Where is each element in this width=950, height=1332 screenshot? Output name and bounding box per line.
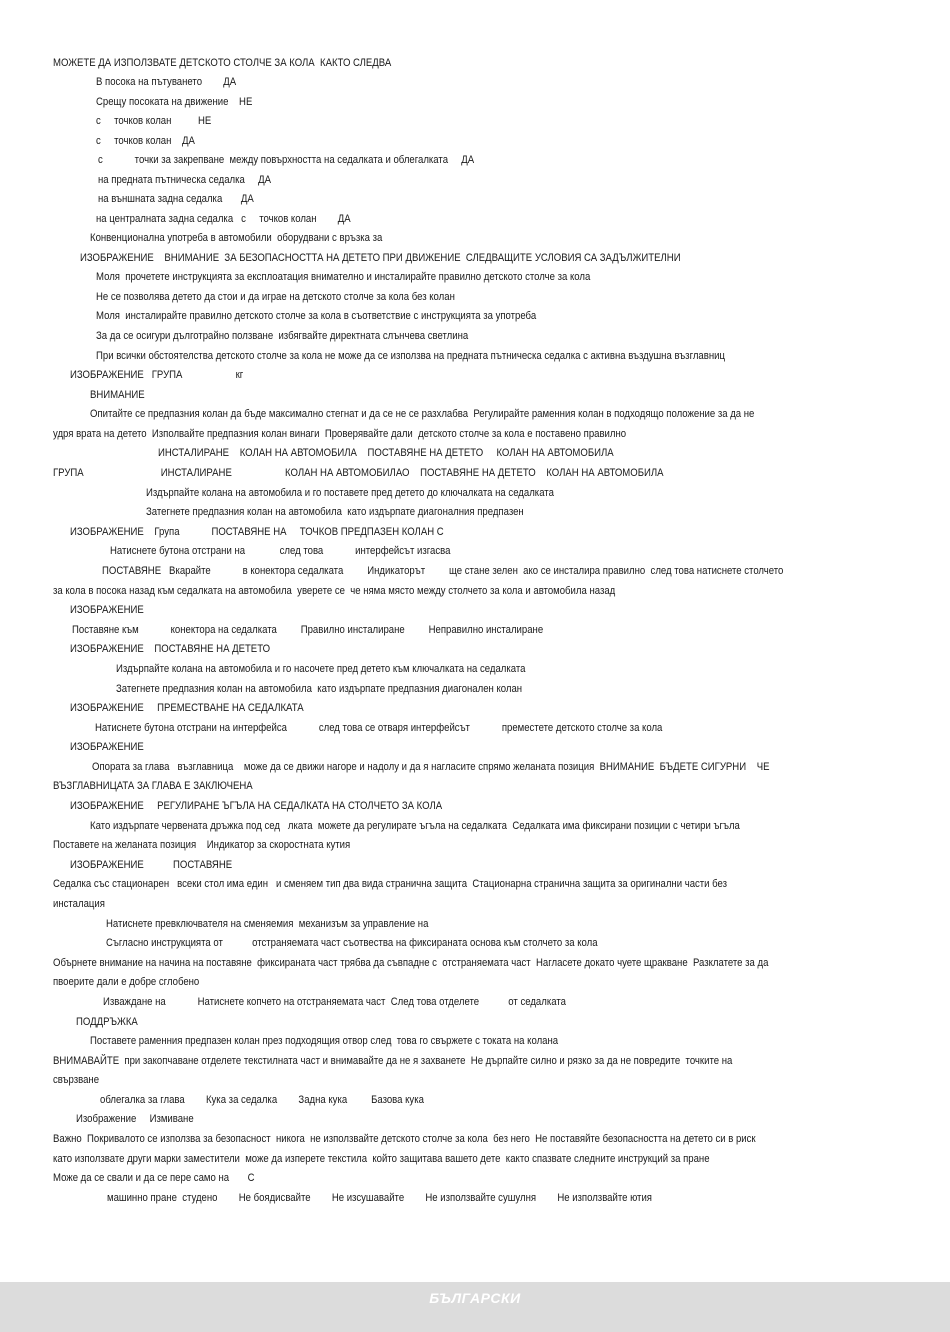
- text-line: Срещу посоката на движение НЕ: [96, 96, 253, 108]
- text-line: Моля инсталирайте правилно детското столче за кола в съответствие с инструкцията за употреба: [96, 310, 537, 322]
- section-heading: ИЗОБРАЖЕНИЕ Група ПОСТАВЯНЕ НА ТОЧКОВ ПРЕДПАЗЕН КОЛАН С: [70, 526, 444, 538]
- text-line: Опората за глава възглавница може да се движи нагоре и надолу и да я нагласите спрямо желаната позиция ВНИМАНИЕ БЪДЕТЕ СИГУРНИ ЧЕ: [92, 761, 770, 773]
- text-line: Натиснете превключвателя на сменяемия механизъм за управление на: [106, 918, 429, 930]
- text-line: Издърпайте колана на автомобила и го насочете пред детето към ключалката на седалката: [116, 663, 526, 675]
- text-line: В посока на пътуването ДА: [96, 76, 237, 88]
- language-label: БЪЛГАРСКИ: [429, 1290, 521, 1306]
- footer-bar: [0, 1282, 950, 1332]
- text-line: За да се осигури дълготрайно ползване избягвайте директната слънчева светлина: [96, 330, 469, 342]
- text-line: Изваждане на Натиснете копчето на отстраняемата част След това отделете от седалката: [103, 996, 566, 1008]
- section-heading: ИЗОБРАЖЕНИЕ ГРУПА кг: [70, 369, 244, 381]
- text-line: ВЪЗГЛАВНИЦАТА ЗА ГЛАВА Е ЗАКЛЮЧЕНА: [53, 780, 253, 792]
- section-heading: ИЗОБРАЖЕНИЕ ПОСТАВЯНЕ НА ДЕТЕТО: [70, 643, 271, 655]
- text-line: свързване: [53, 1074, 100, 1086]
- section-heading: ИЗОБРАЖЕНИЕ РЕГУЛИРАНЕ ЪГЪЛА НА СЕДАЛКАТА НА СТОЛЧЕТО ЗА КОЛА: [70, 800, 443, 812]
- text-line: Натиснете бутона отстрани на след това интерфейсът изгасва: [110, 545, 451, 557]
- text-line: ВНИМАВАЙТЕ при закопчаване отделете текстилната част и внимавайте да не я захванете Не дърпайте силно и рязко за да не повредите точките на: [53, 1055, 733, 1067]
- text-line: пвоерите дали е добре сглобено: [53, 976, 200, 988]
- text-line: инсталация: [53, 898, 105, 910]
- text-line: на външната задна седалка ДА: [98, 193, 254, 205]
- text-line: Може да се свали и да се пере само на С: [53, 1172, 255, 1184]
- section-heading: ИЗОБРАЖЕНИЕ: [70, 741, 144, 753]
- text-line: Поставете раменния предпазен колан през подходящия отвор след това го свържете с токата на колана: [90, 1035, 559, 1047]
- section-heading: ИЗОБРАЖЕНИЕ ПРЕМЕСТВАНЕ НА СЕДАЛКАТА: [70, 702, 304, 714]
- text-line: Не се позволява детето да стои и да играе на детското столче за кола без колан: [96, 291, 455, 303]
- section-heading: ИЗОБРАЖЕНИЕ ВНИМАНИЕ ЗА БЕЗОПАСНОСТТА НА ДЕТЕТО ПРИ ДВИЖЕНИЕ СЛЕДВАЩИТЕ УСЛОВИЯ СА ЗАДЪЛЖИТЕЛНИ: [80, 252, 681, 264]
- text-line: машинно пране студено Не боядисвайте Не изсушавайте Не използвайте сушулня Не използвайте ютия: [107, 1192, 652, 1204]
- section-heading: Изображение Измиване: [76, 1113, 194, 1125]
- text-line: Затегнете предпазния колан на автомобила като издърпате предпазния диагонален колан: [116, 683, 523, 695]
- section-heading: ВНИМАНИЕ: [90, 389, 145, 401]
- text-line: Издърпайте колана на автомобила и го поставете пред детето до ключалката на седалката: [146, 487, 554, 499]
- text-line: за кола в посока назад към седалката на автомобила уверете се че няма място между столчето за кола и автомобила назад: [53, 585, 616, 597]
- section-heading: ИЗОБРАЖЕНИЕ ПОСТАВЯНЕ: [70, 859, 233, 871]
- text-line: с точков колан ДА: [96, 135, 195, 147]
- text-line: При всички обстоятелства детското столче за кола не може да се използва на предната пътническа седалка с активна въздушна възглавниц: [96, 350, 725, 362]
- text-line: ПОСТАВЯНЕ Вкарайте в конектора седалката Индикаторът ще стане зелен ако се инсталира правилно след това натиснете столчето: [102, 565, 784, 577]
- text-line: като използвате други марки заместители може да изперете текстила който защитава вашето дете както спазвате следните инструкций за пране: [53, 1153, 710, 1165]
- text-line: Затегнете предпазния колан на автомобила като издърпате диагоналния предпазен: [146, 506, 524, 518]
- text-line: Моля прочетете инструкцията за експлоатация внимателно и инсталирайте правилно детското столче за кола: [96, 271, 591, 283]
- text-line: Обърнете внимание на начина на поставяне фиксираната част трябва да съвпадне с отстраняемата част Нагласете докато чуете щракване Разклатете за да: [53, 957, 769, 969]
- section-heading: ИЗОБРАЖЕНИЕ: [70, 604, 144, 616]
- text-line: Като издърпате червената дръжка под сед лката можете да регулирате ъгъла на седалката Седалката има фиксирани позиции с четири ъгъла: [90, 820, 740, 832]
- text-line: на централната задна седалка с точков колан ДА: [96, 213, 351, 225]
- table-header: ГРУПА ИНСТАЛИРАНЕ КОЛАН НА АВТОМОБИЛАО ПОСТАВЯНЕ НА ДЕТЕТО КОЛАН НА АВТОМОБИЛА: [53, 467, 664, 479]
- text-line: облегалка за глава Кука за седалка Задна кука Базова кука: [100, 1094, 424, 1106]
- text-line: Опитайте се предпазния колан да бъде максимално стегнат и да се не се разхлабва Регулирайте раменния колан в подходящо положение за да не: [90, 408, 755, 420]
- text-line: с точков колан НЕ: [96, 115, 212, 127]
- text-line: МОЖЕТЕ ДА ИЗПОЛЗВАТЕ ДЕТСКОТО СТОЛЧЕ ЗА КОЛА КАКТО СЛЕДВА: [53, 57, 392, 69]
- table-header: ИНСТАЛИРАНЕ КОЛАН НА АВТОМОБИЛА ПОСТАВЯНЕ НА ДЕТЕТО КОЛАН НА АВТОМОБИЛА: [158, 447, 614, 459]
- text-line: Поставяне към конектора на седалката Правилно инсталиране Неправилно инсталиране: [72, 624, 544, 636]
- section-heading: ПОДДРЪЖКА: [76, 1016, 138, 1028]
- text-line: Конвенционална употреба в автомобили оборудвани с връзка за: [90, 232, 383, 244]
- text-line: Съгласно инструкцията от отстраняемата част съотвества на фиксираната основа към столчето за кола: [106, 937, 598, 949]
- text-line: Важно Покривалото се използва за безопасност никога не използвайте детското столче за кола без него Не поставяйте безопасността на детето си в риск: [53, 1133, 756, 1145]
- text-line: Поставете на желаната позиция Индикатор за скоростната кутия: [53, 839, 351, 851]
- text-line: с точки за закрепване между повърхността на седалката и облегалката ДА: [98, 154, 475, 166]
- text-line: Седалка със стационарен всеки стол има един и сменяем тип два вида странична защита Стационарна странична защита за оригинални части без: [53, 878, 728, 890]
- text-line: Натиснете бутона отстрани на интерфейса след това се отваря интерфейсът преместете детското столче за кола: [95, 722, 663, 734]
- text-line: на предната пътническа седалка ДА: [98, 174, 272, 186]
- text-line: удря врата на детето Изполвайте предпазния колан винаги Проверявайте дали детското столче за кола е поставено правилно: [53, 428, 627, 440]
